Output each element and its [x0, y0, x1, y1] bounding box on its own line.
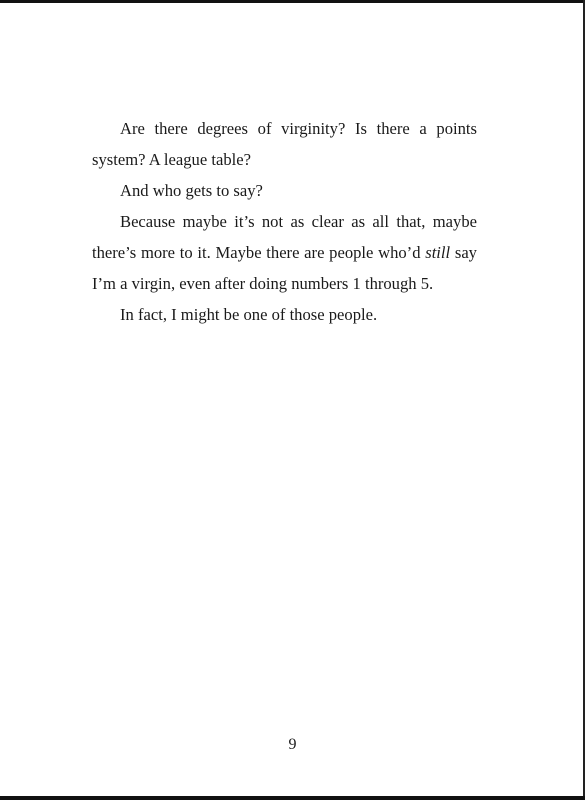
paragraph-3-text-after: say I’m a virgin, even after doing numbers 1 through 5.: [92, 243, 477, 293]
scan-edge-bottom: [0, 796, 585, 800]
paragraph-3: [92, 206, 477, 299]
emphasis-still: still: [425, 243, 451, 262]
paragraph-4: In fact, I might be one of those people.: [120, 305, 378, 324]
page-body: [92, 113, 477, 330]
paragraph-1: Are there degrees of virginity? Is there a points system? A league table?: [92, 119, 477, 169]
paragraph-3-text-before: Because maybe it’s not as clear as all that, maybe there’s more to it. Maybe there are people who’d: [92, 212, 477, 262]
page-number: 9: [288, 736, 297, 753]
scan-edge-top: [0, 0, 585, 3]
paragraph-2: And who gets to say?: [120, 181, 263, 200]
